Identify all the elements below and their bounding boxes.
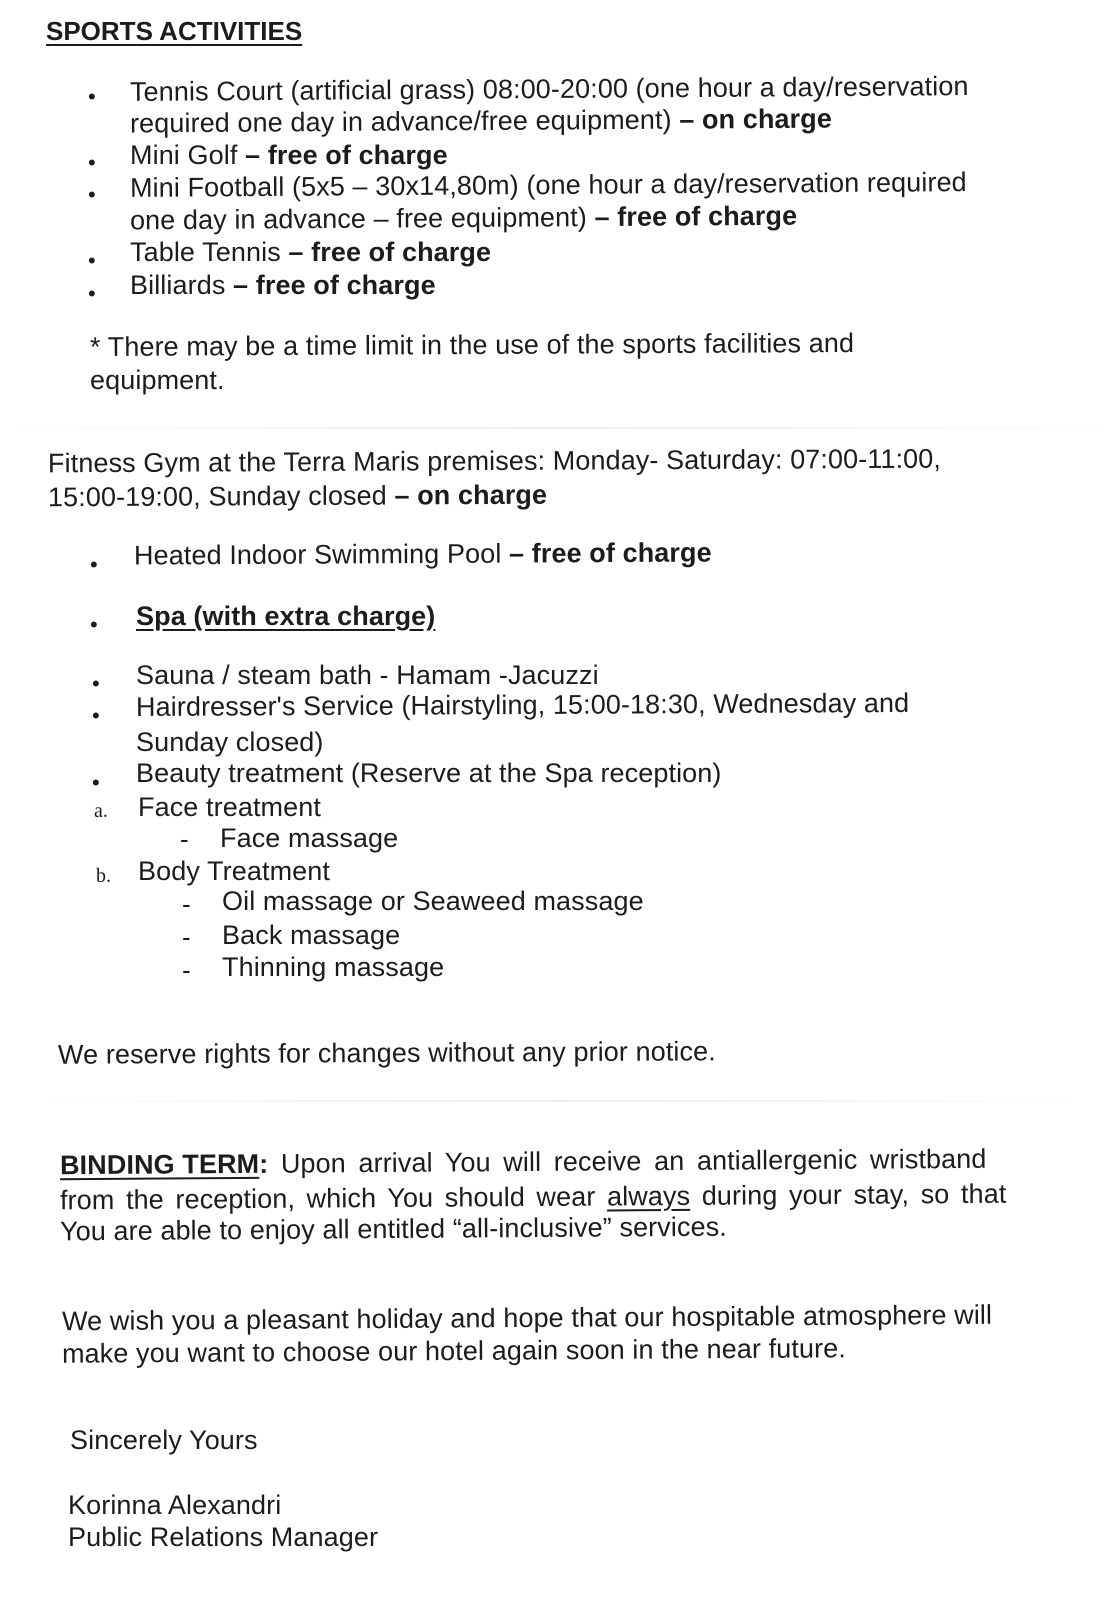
hairdresser-line-2: Sunday closed) [136,727,324,757]
football-line-1: Mini Football (5x5 – 30x14,80m) (one hour a day/reservation required [129,167,967,203]
bullet: • [92,671,100,696]
fitness-line-1: Fitness Gym at the Terra Maris premises: Monday- Saturday: 07:00-11:00, [47,443,942,479]
binding-term-line-1: BINDING TERM: Upon arrival You will receive an antiallergenic wristband [59,1143,987,1181]
tennis-line-1: Tennis Court (artificial grass) 08:00-20:00 (one hour a day/reservation [129,71,969,107]
bullet: • [92,703,100,728]
signatory-title: Public Relations Manager [68,1522,379,1552]
closing-text: Sincerely Yours [70,1425,258,1455]
bullet: • [90,612,98,637]
section-title-sports: SPORTS ACTIVITIES [46,16,303,46]
body-treatment-item: Body Treatment [138,856,330,886]
binding-term-line-3: You are able to enjoy all entitled “all-inclusive” services. [59,1211,727,1247]
face-treatment-item: Face treatment [138,792,321,822]
face-massage-item: Face massage [220,823,399,853]
scan-artifact [0,427,1120,429]
fitness-line-2: 15:00-19:00, Sunday closed – on charge [47,479,548,513]
signatory-name: Korinna Alexandri [68,1490,282,1520]
sauna-item: Sauna / steam bath - Hamam -Jacuzzi [136,660,599,690]
billiards-item: Billiards – free of charge [130,270,436,300]
binding-term-label: BINDING TERM [59,1148,260,1181]
bullet: • [88,182,96,207]
dash-marker: - [180,824,189,854]
dash-marker: - [182,955,191,985]
wish-line-2: make you want to choose our hotel again soon in the near future. [61,1333,846,1369]
bullet: • [88,281,96,306]
pool-item: Heated Indoor Swimming Pool – free of charge [133,537,712,571]
dash-marker: - [182,889,191,919]
hairdresser-line-1: Hairdresser's Service (Hairstyling, 15:00-18:30, Wednesday and [135,687,910,723]
bullet: • [90,552,98,577]
scan-artifact [0,1100,1120,1102]
thinning-massage-item: Thinning massage [222,952,445,982]
beauty-item: Beauty treatment (Reserve at the Spa reception) [136,758,722,788]
list-marker-b: b. [96,865,111,887]
spa-heading: Spa (with extra charge) [136,601,436,631]
changes-notice: We reserve rights for changes without any prior notice. [57,1036,716,1070]
bullet: • [88,248,96,273]
list-marker-a: a. [94,800,108,822]
binding-term-line-2: from the reception, which You should wear always during your stay, so that [59,1178,1007,1216]
back-massage-item: Back massage [222,920,401,950]
bullet: • [92,770,100,795]
mini-golf-item: Mini Golf – free of charge [130,140,448,170]
tennis-line-2: required one day in advance/free equipment) – on charge [129,103,833,139]
football-line-2: one day in advance – free equipment) – free of charge [129,200,798,236]
table-tennis-item: Table Tennis – free of charge [130,237,492,267]
dash-marker: - [182,922,191,952]
sports-note-line-2: equipment. [90,365,225,395]
oil-massage-item: Oil massage or Seaweed massage [222,886,644,916]
bullet: • [88,84,96,109]
bullet: • [88,150,96,175]
sports-note-line-1: * There may be a time limit in the use of the sports facilities and [89,327,855,363]
wish-line-1: We wish you a pleasant holiday and hope that our hospitable atmosphere will [61,1299,993,1337]
